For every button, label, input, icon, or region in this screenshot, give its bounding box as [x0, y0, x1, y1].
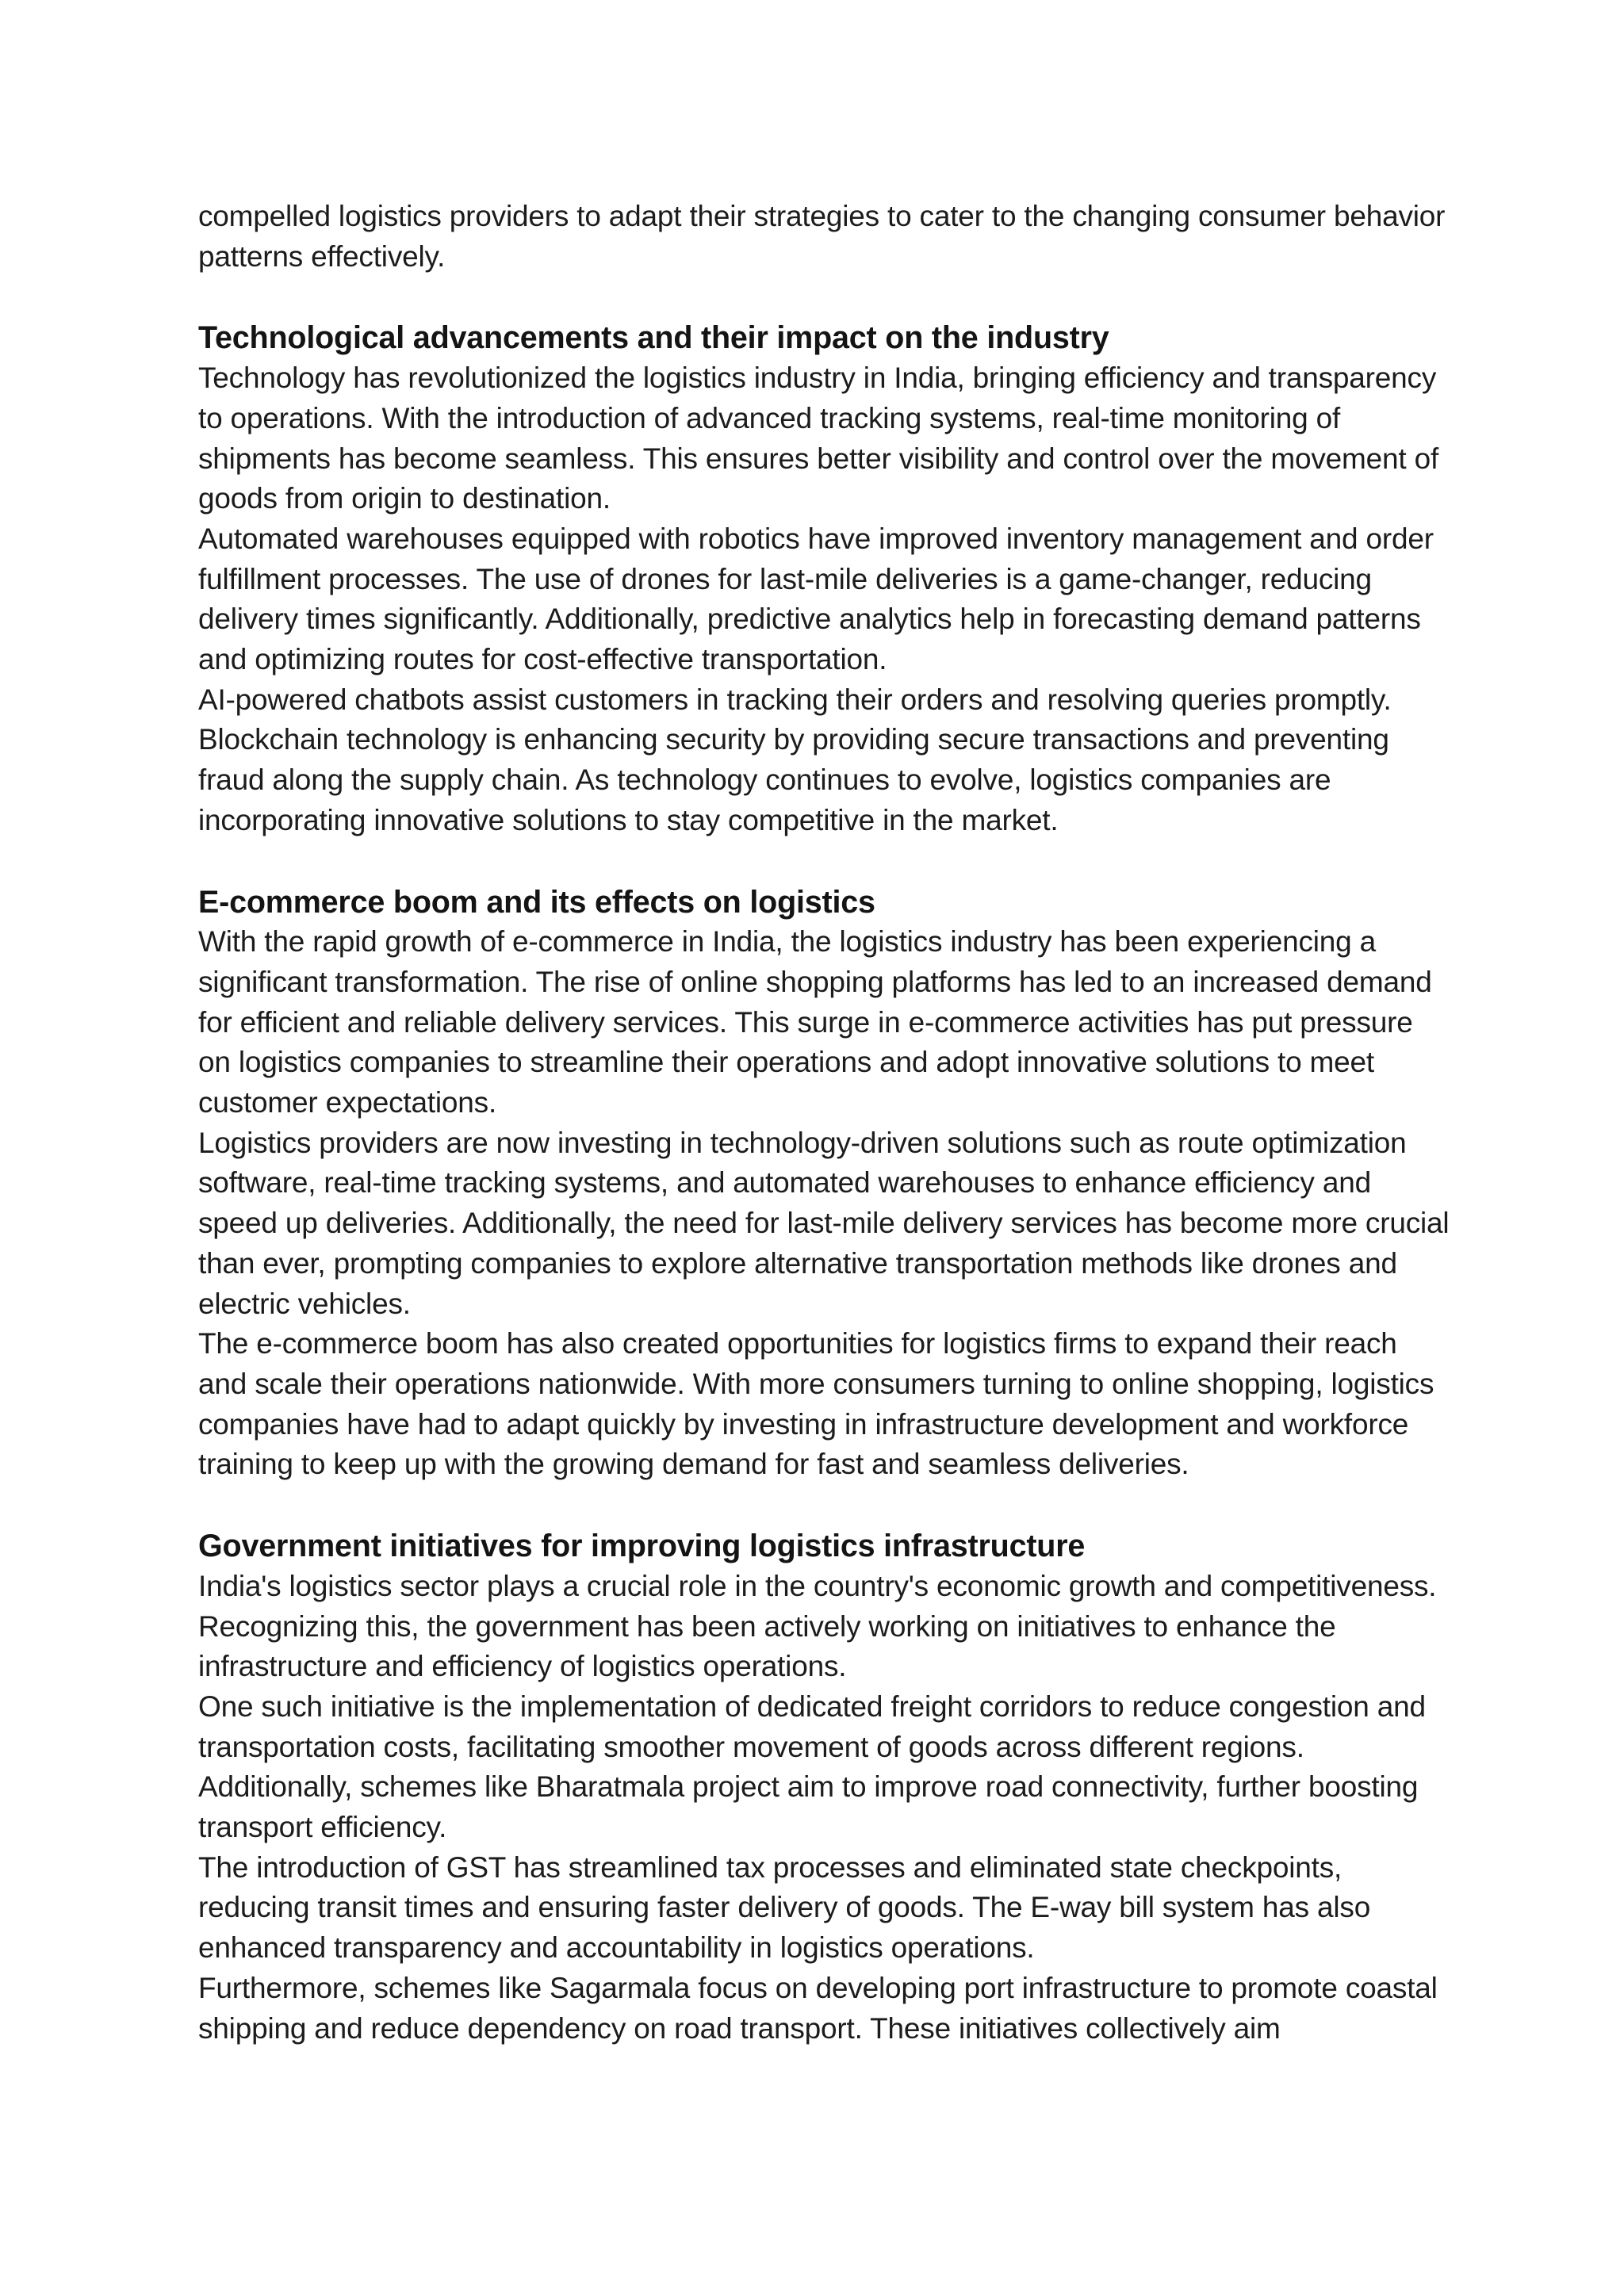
section-spacer: [198, 841, 1451, 882]
section-heading: Technological advancements and their impact on the industry: [198, 320, 1109, 356]
section-heading: E-commerce boom and its effects on logistics: [198, 884, 875, 920]
intro-paragraph: compelled logistics providers to adapt their strategies to cater to the changing consumer behavior patterns effectively.: [198, 200, 1446, 273]
section-paragraph: Technology has revolutionized the logistics industry in India, bringing efficiency and transparency to operations. With the introduction of advanced tracking systems, real-time monitoring of shipments has become seamless. This ensures better visibility and control over the movement of goods from origin to destination.: [198, 362, 1439, 515]
section-spacer: [198, 1485, 1451, 1526]
section-heading: Government initiatives for improving logistics infrastructure: [198, 1529, 1086, 1564]
document-body: [198, 197, 1451, 2049]
section-paragraph: The e-commerce boom has also created opportunities for logistics firms to expand their reach and scale their operations nationwide. With more consumers turning to online shopping, logistics companies have had to adapt quickly by investing in infrastructure development and workforce training to keep up with the growing demand for fast and seamless deliveries.: [198, 1327, 1434, 1481]
section-spacer: [198, 277, 1451, 318]
section-paragraph: One such initiative is the implementation of dedicated freight corridors to reduce congestion and transportation costs, facilitating smoother movement of goods across different regions. Additionally, schemes like Bharatmala project aim to improve road connectivity, further boosting transport efficiency.: [198, 1689, 1426, 1844]
section-paragraph: Furthermore, schemes like Sagarmala focus on developing port infrastructure to promote coastal shipping and reduce dependency on road transport. These initiatives collectively aim: [198, 1971, 1438, 2045]
section-paragraph: India's logistics sector plays a crucial role in the country's economic growth and competitiveness. Recognizing this, the government has been actively working on initiatives to enhance the infrastructure and efficiency of logistics operations.: [198, 1569, 1437, 1683]
section-paragraph: AI-powered chatbots assist customers in tracking their orders and resolving queries promptly. Blockchain technology is enhancing security by providing secure transactions and preventing fraud along the supply chain. As technology continues to evolve, logistics companies are incorporating innovative solutions to stay competitive in the market.: [198, 683, 1392, 836]
section-ecommerce: [198, 882, 1451, 1486]
section-government: [198, 1526, 1451, 2049]
section-technology: [198, 318, 1451, 840]
section-paragraph: Logistics providers are now investing in technology-driven solutions such as route optimization software, real-time tracking systems, and automated warehouses to enhance efficiency and speed up deliveries. Additionally, the need for last-mile delivery services has become more crucial than ever, prompting companies to explore alternative transportation methods like drones and electric vehicles.: [198, 1126, 1450, 1320]
section-paragraph: Automated warehouses equipped with robotics have improved inventory management and order fulfillment processes. The use of drones for last-mile deliveries is a game-changer, reducing delivery times significantly. Additionally, predictive analytics help in forecasting demand patterns and optimizing routes for cost-effective transportation.: [198, 522, 1434, 676]
section-paragraph: With the rapid growth of e-commerce in India, the logistics industry has been experiencing a significant transformation. The rise of online shopping platforms has led to an increased demand for efficient and reliable delivery services. This surge in e-commerce activities has put pressure on logistics companies to streamline their operations and adopt innovative solutions to meet customer expectations.: [198, 925, 1432, 1119]
section-paragraph: The introduction of GST has streamlined tax processes and eliminated state checkpoints, reducing transit times and ensuring faster delivery of goods. The E-way bill system has also enhanced transparency and accountability in logistics operations.: [198, 1850, 1371, 1965]
